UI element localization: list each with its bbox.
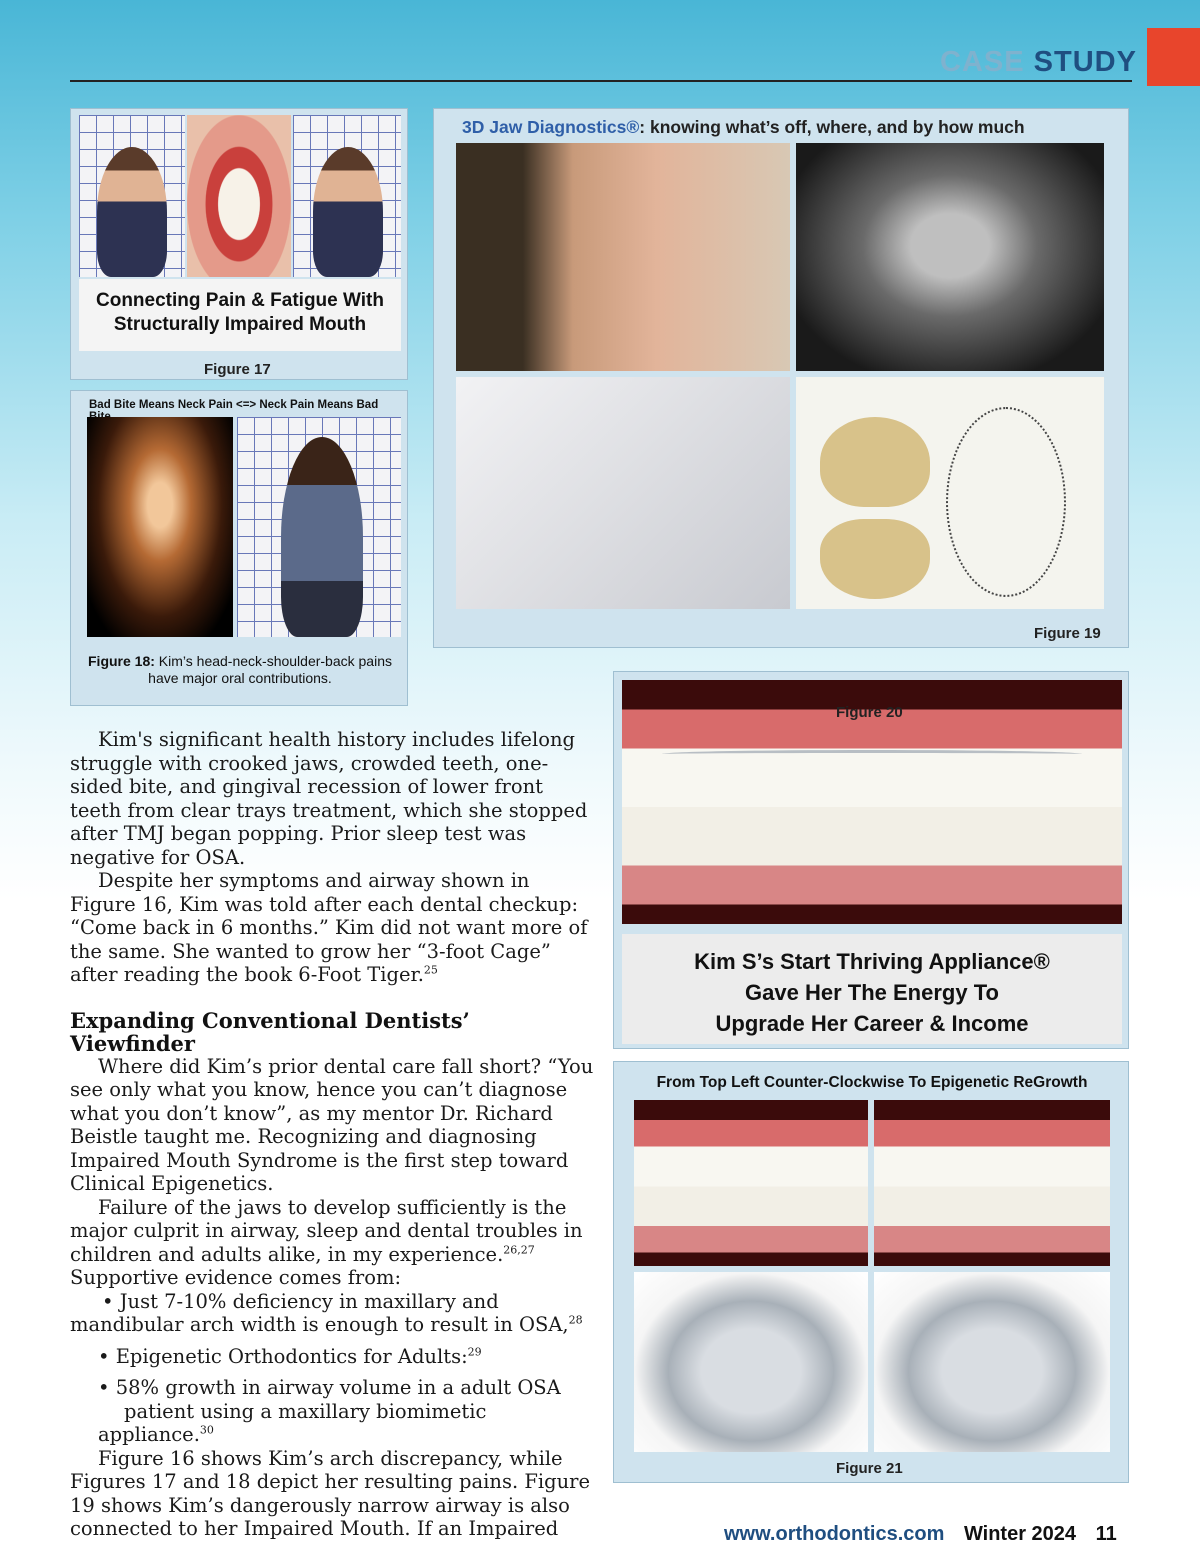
figure-17-label: Figure 17 — [204, 361, 271, 378]
figure-20-banner-line1: Kim S’s Start Thriving Appliance® — [694, 949, 1050, 974]
section-heading — [70, 1009, 596, 1055]
bullet-2 — [70, 1345, 596, 1369]
article-body — [70, 728, 596, 1541]
paragraph-4-text: Failure of the jaws to develop sufficiently is the major culprit in airway, sleep and dental troubles in children and adults alike, in my experience. — [70, 1195, 583, 1266]
figure-18-caption-label: Figure 18: — [88, 653, 155, 669]
paragraph-2-text: Despite her symptoms and airway shown in Figure 16, Kim was told after each dental checkup: “Come back in 6 months.” Kim did not want more of the same. She wanted to grow her “3-foot Cage” after reading the book 6-Foot Tiger. — [70, 869, 588, 986]
footnote-30: 30 — [199, 1423, 214, 1437]
footnote-28: 28 — [568, 1313, 583, 1327]
header-divider — [70, 80, 1132, 82]
bullet-2-text: • Epigenetic Orthodontics for Adults: — [98, 1344, 468, 1368]
figure-21-label: Figure 21 — [836, 1460, 903, 1477]
section-title — [940, 46, 1137, 79]
figure-17-photo-mouth — [187, 115, 291, 277]
footnote-29: 29 — [467, 1345, 482, 1358]
figure-21-photo-bottom-right — [874, 1272, 1110, 1452]
paragraph-2 — [70, 869, 596, 987]
section-heading-line1: Expanding Conventional Dentists’ — [70, 1007, 470, 1033]
figure-17-photo-left — [79, 115, 185, 277]
figure-17-banner — [79, 279, 401, 351]
footnote-26-27: 26,27 — [503, 1243, 535, 1256]
figure-18-banner: Bad Bite Means Neck Pain <=> Neck Pain Means Bad — [89, 399, 379, 411]
figure-18-caption-line2: have major oral contributions. — [148, 670, 332, 686]
section-title-case: CASE — [940, 46, 1025, 78]
footnote-25: 25 — [423, 963, 438, 977]
bullet-3-line1: • 58% growth in airway volume in a adult OSA — [98, 1376, 561, 1399]
section-heading-line2: Viewfinder — [70, 1030, 195, 1056]
paragraph-5: Figure 16 shows Kim’s arch discrepancy, while Figures 17 and 18 depict her resulting pains. Figure 19 shows Kim’s dangerously narrow airway is also connected to her Impaired Mouth. If an Impaired — [70, 1446, 591, 1540]
figure-20-banner-line2: Gave Her The Energy To — [745, 980, 999, 1005]
bullet-1 — [70, 1290, 596, 1337]
paragraph-4-tail: Supportive evidence comes from: — [70, 1266, 402, 1289]
bullet-3 — [70, 1376, 596, 1447]
figure-19-title — [462, 117, 1025, 138]
page-footer — [724, 1523, 1117, 1546]
figure-19-photo-ct-scan — [796, 143, 1104, 371]
figure-17-banner-line1: Connecting Pain & Fatigue With — [96, 290, 384, 311]
figure-20-label: Figure 20 — [836, 704, 903, 721]
footer-issue: Winter 2024 — [963, 1523, 1077, 1545]
figure-21-photo-bottom-left — [634, 1272, 868, 1452]
footer-url[interactable]: www.orthodontics.com — [724, 1523, 945, 1545]
figure-21-photo-top-left — [634, 1100, 868, 1266]
footer-page-number: 11 — [1095, 1523, 1117, 1545]
figure-21-banner: From Top Left Counter-Clockwise To Epigenetic ReGrowth — [656, 1074, 1088, 1091]
figure-19-panel — [433, 108, 1129, 648]
figure-17-banner-line2: Structurally Impaired Mouth — [113, 314, 367, 335]
figure-18-caption — [77, 653, 403, 687]
figure-17-panel — [70, 108, 408, 380]
header-accent-tab — [1147, 28, 1200, 86]
figure-19-photo-cephalometric — [456, 377, 790, 609]
figure-20-panel — [613, 671, 1129, 1049]
figure-19-label: Figure 19 — [1034, 625, 1101, 642]
figure-18-photo-back — [237, 417, 401, 637]
figure-17-photo-right — [293, 115, 401, 277]
figure-20-banner-line3: Upgrade Her Career & Income — [715, 1011, 1029, 1036]
figure-19-title-brand: 3D Jaw Diagnostics® — [462, 117, 640, 137]
paragraph-1: Kim's significant health history includes lifelong struggle with crooked jaws, crowded teeth, one-sided bite, and gingival recession of lower front teeth from clear trays treatment, which she stopped after TMJ began popping. Prior sleep test was negative for OSA. — [70, 728, 588, 869]
figure-18-panel — [70, 390, 408, 706]
section-title-study: STUDY — [1033, 46, 1137, 78]
bullet-3-line2: patient using a maxillary biomimetic appliance. — [98, 1399, 487, 1446]
figure-18-photo-xray — [87, 417, 233, 637]
paragraph-4 — [70, 1196, 596, 1290]
figure-21-panel — [613, 1061, 1129, 1483]
figure-20-banner — [622, 934, 1122, 1044]
figure-19-title-rest: : knowing what’s off, where, and by how much — [639, 117, 1025, 137]
figure-18-caption-text: Kim’s head-neck-shoulder-back pains — [154, 653, 392, 669]
figure-19-photo-casts-chart — [796, 377, 1104, 609]
figure-21-photo-top-right — [874, 1100, 1110, 1266]
figure-19-photo-profile — [456, 143, 790, 371]
bullet-1-text: • Just 7-10% deficiency in maxillary and mandibular arch width is enough to result in OSA, — [70, 1289, 569, 1336]
paragraph-3: Where did Kim’s prior dental care fall short? “You see only what you know, hence you can’t diagnose what you don’t know”, as my mentor Dr. Richard Beistle taught me. Recognizing and diagnosing Impaired Mouth Syndrome is the first step toward Clinical Epigenetics. — [70, 1054, 594, 1195]
